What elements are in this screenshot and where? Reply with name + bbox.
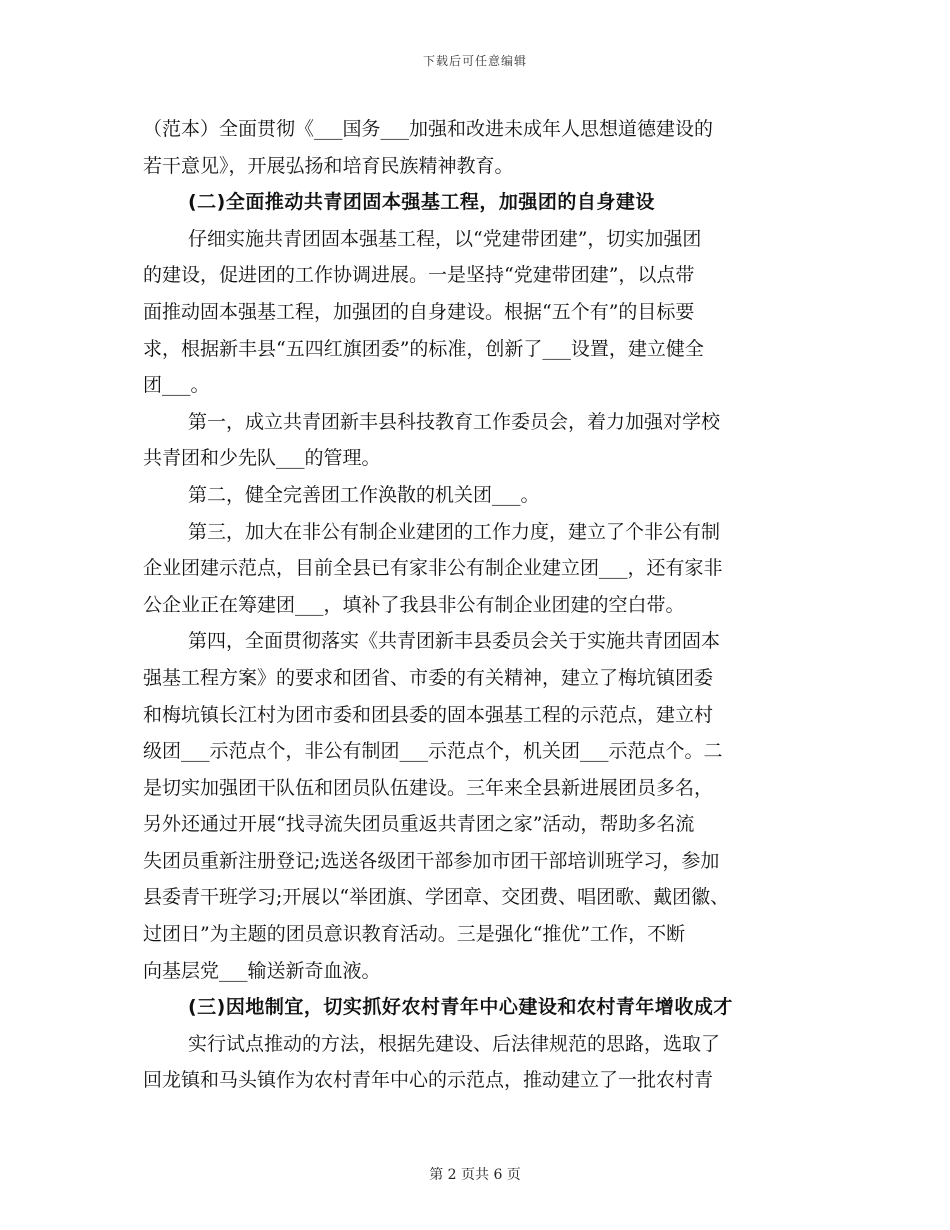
- paragraph-line: 失团员重新注册登记;选送各级团干部参加市团干部培训班学习，参加: [143, 849, 720, 872]
- paragraph-line: 共青团和少先队___的管理。: [143, 447, 381, 470]
- paragraph-line: 面推动固本强基工程，加强团的自身建设。根据“五个有”的目标要: [143, 300, 695, 323]
- paragraph-line: 企业团建示范点，目前全县已有家非公有制企业建立团___，还有家非: [143, 557, 723, 580]
- paragraph-line: 公企业正在筹建团___，填补了我县非公有制企业团建的空白带。: [143, 593, 685, 616]
- paragraph-line: 若干意见》，开展弘扬和培育民族精神教育。: [143, 154, 514, 177]
- paragraph-line: 求，根据新丰县“五四红旗团委”的标准，创新了___设置，建立健全: [143, 337, 704, 360]
- paragraph-line: 回龙镇和马头镇作为农村青年中心的示范点，推动建立了一批农村青: [143, 1069, 714, 1092]
- paragraph-first-line: 仔细实施共青团固本强基工程，以“党建带团建”，切实加强团: [188, 227, 702, 250]
- section-heading: (三)因地制宜，切实抓好农村青年中心建设和农村青年增收成才: [188, 996, 733, 1019]
- paragraph-first-line: 第二，健全完善团工作涣散的机关团___。: [188, 483, 540, 506]
- paragraph-line: 县委青干班学习;开展以“举团旗、学团章、交团费、唱团歌、戴团徽、: [143, 886, 730, 909]
- page-number: 第 2 页共 6 页: [429, 1167, 521, 1183]
- page-header: 下载后可任意编辑: [422, 54, 527, 68]
- paragraph-line: 是切实加强团干队伍和团员队伍建设。三年来全县新进展团员多名，: [143, 776, 714, 799]
- paragraph-line: 向基层党___输送新奇血液。: [143, 959, 381, 982]
- paragraph-line: 级团___示范点个，非公有制团___示范点个，机关团___示范点个。二: [143, 740, 723, 763]
- paragraph-line: 和梅坑镇长江村为团市委和团县委的固本强基工程的示范点，建立村: [143, 703, 714, 726]
- paragraph-line: 强基工程方案》的要求和团省、市委的有关精神，建立了梅坑镇团委: [143, 666, 714, 689]
- paragraph-line: （范本）全面贯彻《___国务___加强和改进未成年人思想道德建设的: [143, 118, 714, 140]
- paragraph-line: 的建设，促进团的工作协调进展。一是坚持“党建带团建”，以点带: [143, 264, 695, 287]
- section-heading: (二)全面推动共青团固本强基工程，加强团的自身建设: [188, 191, 655, 214]
- paragraph-first-line: 实行试点推动的方法，根据先建设、后法律规范的思路，选取了: [188, 1032, 721, 1055]
- paragraph-line: 过团日”为主题的团员意识教育活动。三是强化“推优”工作，不断: [143, 923, 686, 946]
- paragraph-first-line: 第四，全面贯彻落实《共青团新丰县委员会关于实施共青团固本: [188, 630, 721, 653]
- paragraph-first-line: 第三，加大在非公有制企业建团的工作力度，建立了个非公有制: [188, 520, 721, 543]
- document-body: [143, 111, 815, 1099]
- paragraph-line: 另外还通过开展“找寻流失团员重返共青团之家”活动，帮助多名流: [143, 813, 695, 836]
- paragraph-line: 团___。: [143, 374, 210, 397]
- paragraph-first-line: 第一，成立共青团新丰县科技教育工作委员会，着力加强对学校: [188, 410, 721, 433]
